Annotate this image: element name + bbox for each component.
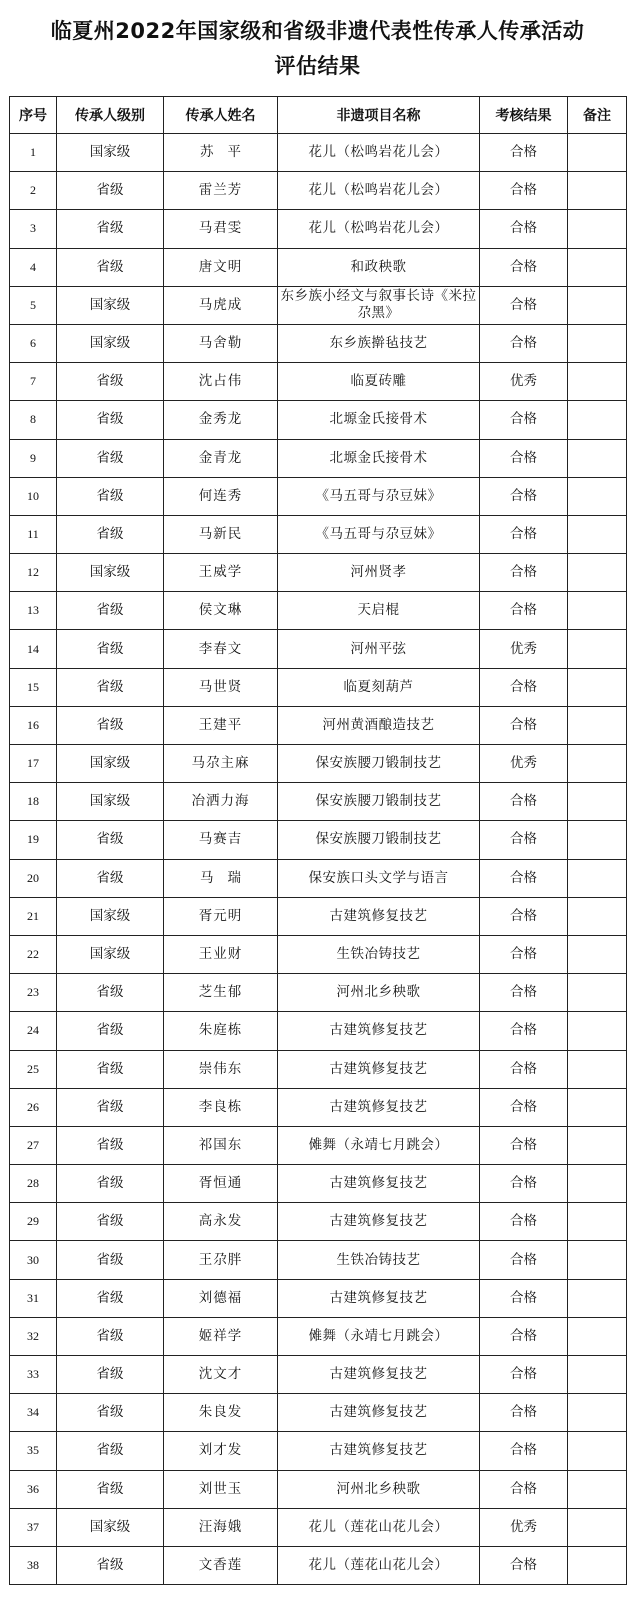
cell-index: 6 <box>10 324 57 362</box>
evaluation-table <box>9 96 627 1585</box>
cell-note <box>568 363 627 401</box>
table-row <box>10 363 627 401</box>
cell-index: 34 <box>10 1394 57 1432</box>
cell-project: 北塬金氏接骨术 <box>278 401 480 439</box>
cell-result: 合格 <box>480 1050 568 1088</box>
cell-note <box>568 745 627 783</box>
table-row <box>10 630 627 668</box>
cell-result: 合格 <box>480 1241 568 1279</box>
cell-name: 刘德福 <box>164 1279 278 1317</box>
cell-result: 合格 <box>480 248 568 286</box>
cell-index: 26 <box>10 1088 57 1126</box>
cell-result: 合格 <box>480 974 568 1012</box>
cell-level: 省级 <box>57 1317 164 1355</box>
cell-project: 古建筑修复技艺 <box>278 1394 480 1432</box>
cell-project: 生铁冶铸技艺 <box>278 1241 480 1279</box>
cell-name: 朱庭栋 <box>164 1012 278 1050</box>
cell-name: 高永发 <box>164 1203 278 1241</box>
cell-level: 省级 <box>57 477 164 515</box>
cell-level: 省级 <box>57 439 164 477</box>
table-row <box>10 210 627 248</box>
cell-result: 合格 <box>480 897 568 935</box>
cell-project: 花儿（松鸣岩花儿会） <box>278 172 480 210</box>
cell-index: 15 <box>10 668 57 706</box>
table-row <box>10 859 627 897</box>
cell-level: 省级 <box>57 706 164 744</box>
cell-index: 22 <box>10 935 57 973</box>
cell-name: 李良栋 <box>164 1088 278 1126</box>
cell-index: 12 <box>10 554 57 592</box>
cell-project: 《马五哥与尕豆妹》 <box>278 477 480 515</box>
cell-project: 临夏刻葫芦 <box>278 668 480 706</box>
cell-result: 合格 <box>480 1203 568 1241</box>
cell-result: 优秀 <box>480 745 568 783</box>
table-row <box>10 1050 627 1088</box>
cell-name: 胥元明 <box>164 897 278 935</box>
cell-note <box>568 134 627 172</box>
cell-index: 31 <box>10 1279 57 1317</box>
cell-index: 20 <box>10 859 57 897</box>
cell-level: 省级 <box>57 1394 164 1432</box>
cell-index: 2 <box>10 172 57 210</box>
cell-result: 合格 <box>480 515 568 553</box>
cell-result: 合格 <box>480 439 568 477</box>
table-row <box>10 821 627 859</box>
cell-level: 国家级 <box>57 783 164 821</box>
cell-name: 李春文 <box>164 630 278 668</box>
table-row <box>10 1546 627 1584</box>
cell-note <box>568 974 627 1012</box>
cell-project: 天启棍 <box>278 592 480 630</box>
cell-note <box>568 1432 627 1470</box>
cell-note <box>568 1546 627 1584</box>
cell-index: 3 <box>10 210 57 248</box>
cell-note <box>568 706 627 744</box>
cell-index: 8 <box>10 401 57 439</box>
cell-project: 北塬金氏接骨术 <box>278 439 480 477</box>
cell-project: 保安族腰刀锻制技艺 <box>278 783 480 821</box>
table-row <box>10 668 627 706</box>
cell-project: 古建筑修复技艺 <box>278 1203 480 1241</box>
cell-index: 27 <box>10 1126 57 1164</box>
table-row <box>10 1317 627 1355</box>
table-body <box>10 134 627 1585</box>
table-row <box>10 745 627 783</box>
cell-note <box>568 1470 627 1508</box>
cell-level: 省级 <box>57 172 164 210</box>
cell-name: 马世贤 <box>164 668 278 706</box>
cell-index: 21 <box>10 897 57 935</box>
table-row <box>10 1508 627 1546</box>
cell-result: 合格 <box>480 1546 568 1584</box>
table-row <box>10 477 627 515</box>
cell-project: 河州北乡秧歌 <box>278 974 480 1012</box>
cell-project: 花儿（松鸣岩花儿会） <box>278 210 480 248</box>
cell-name: 祁国东 <box>164 1126 278 1164</box>
cell-result: 合格 <box>480 592 568 630</box>
table-row <box>10 1279 627 1317</box>
cell-index: 23 <box>10 974 57 1012</box>
table-row <box>10 1241 627 1279</box>
cell-name: 马君雯 <box>164 210 278 248</box>
cell-project: 河州贤孝 <box>278 554 480 592</box>
cell-project: 古建筑修复技艺 <box>278 1012 480 1050</box>
cell-note <box>568 630 627 668</box>
cell-note <box>568 1241 627 1279</box>
cell-project: 傩舞（永靖七月跳会） <box>278 1317 480 1355</box>
cell-result: 合格 <box>480 935 568 973</box>
cell-result: 优秀 <box>480 630 568 668</box>
table-row <box>10 515 627 553</box>
cell-note <box>568 1126 627 1164</box>
cell-project: 傩舞（永靖七月跳会） <box>278 1126 480 1164</box>
cell-project: 花儿（莲花山花儿会） <box>278 1546 480 1584</box>
cell-level: 省级 <box>57 1126 164 1164</box>
cell-level: 省级 <box>57 1203 164 1241</box>
cell-note <box>568 1356 627 1394</box>
cell-project: 保安族腰刀锻制技艺 <box>278 745 480 783</box>
cell-result: 合格 <box>480 859 568 897</box>
cell-result: 合格 <box>480 324 568 362</box>
table-row <box>10 324 627 362</box>
cell-project: 河州北乡秧歌 <box>278 1470 480 1508</box>
cell-level: 省级 <box>57 1546 164 1584</box>
cell-index: 10 <box>10 477 57 515</box>
cell-note <box>568 1012 627 1050</box>
cell-note <box>568 859 627 897</box>
cell-result: 合格 <box>480 668 568 706</box>
cell-result: 合格 <box>480 1165 568 1203</box>
cell-result: 合格 <box>480 477 568 515</box>
cell-note <box>568 1088 627 1126</box>
cell-project: 古建筑修复技艺 <box>278 1279 480 1317</box>
cell-result: 合格 <box>480 1356 568 1394</box>
cell-level: 国家级 <box>57 324 164 362</box>
cell-result: 合格 <box>480 286 568 324</box>
cell-index: 16 <box>10 706 57 744</box>
header-name: 传承人姓名 <box>164 97 278 134</box>
cell-note <box>568 439 627 477</box>
cell-level: 省级 <box>57 1241 164 1279</box>
cell-note <box>568 286 627 324</box>
cell-name: 汪海娥 <box>164 1508 278 1546</box>
cell-level: 省级 <box>57 1165 164 1203</box>
cell-note <box>568 401 627 439</box>
table-row <box>10 1088 627 1126</box>
table-row <box>10 1356 627 1394</box>
table-row <box>10 1470 627 1508</box>
table-row <box>10 554 627 592</box>
cell-level: 省级 <box>57 1050 164 1088</box>
table-row <box>10 286 627 324</box>
cell-project: 保安族口头文学与语言 <box>278 859 480 897</box>
cell-index: 9 <box>10 439 57 477</box>
table-row <box>10 134 627 172</box>
cell-level: 省级 <box>57 1470 164 1508</box>
cell-index: 33 <box>10 1356 57 1394</box>
title-line-1: 临夏州2022年国家级和省级非遗代表性传承人传承活动 <box>50 19 585 43</box>
cell-note <box>568 554 627 592</box>
cell-note <box>568 324 627 362</box>
table-row <box>10 248 627 286</box>
cell-name: 马尕主麻 <box>164 745 278 783</box>
cell-level: 省级 <box>57 248 164 286</box>
cell-name: 胥恒通 <box>164 1165 278 1203</box>
table-row <box>10 172 627 210</box>
cell-level: 省级 <box>57 592 164 630</box>
cell-index: 5 <box>10 286 57 324</box>
cell-level: 国家级 <box>57 134 164 172</box>
cell-name: 沈占伟 <box>164 363 278 401</box>
cell-index: 17 <box>10 745 57 783</box>
cell-name: 王威学 <box>164 554 278 592</box>
cell-level: 省级 <box>57 1279 164 1317</box>
cell-note <box>568 477 627 515</box>
cell-level: 省级 <box>57 668 164 706</box>
cell-name: 马舍勒 <box>164 324 278 362</box>
table-row <box>10 1203 627 1241</box>
table-header-row <box>10 97 627 134</box>
cell-note <box>568 1203 627 1241</box>
cell-index: 19 <box>10 821 57 859</box>
cell-note <box>568 592 627 630</box>
cell-index: 13 <box>10 592 57 630</box>
cell-note <box>568 668 627 706</box>
cell-name: 马赛吉 <box>164 821 278 859</box>
header-result: 考核结果 <box>480 97 568 134</box>
table-row <box>10 1432 627 1470</box>
cell-level: 国家级 <box>57 897 164 935</box>
cell-project: 东乡族擀毡技艺 <box>278 324 480 362</box>
cell-project: 花儿（莲花山花儿会） <box>278 1508 480 1546</box>
cell-project: 花儿（松鸣岩花儿会） <box>278 134 480 172</box>
cell-project: 《马五哥与尕豆妹》 <box>278 515 480 553</box>
cell-name: 王建平 <box>164 706 278 744</box>
cell-level: 省级 <box>57 515 164 553</box>
cell-level: 省级 <box>57 1432 164 1470</box>
cell-project: 保安族腰刀锻制技艺 <box>278 821 480 859</box>
table-row <box>10 592 627 630</box>
cell-level: 省级 <box>57 1012 164 1050</box>
cell-project: 和政秧歌 <box>278 248 480 286</box>
cell-result: 合格 <box>480 554 568 592</box>
cell-name: 金秀龙 <box>164 401 278 439</box>
cell-name: 马瑞 <box>164 859 278 897</box>
cell-name: 芝生郁 <box>164 974 278 1012</box>
cell-project: 临夏砖雕 <box>278 363 480 401</box>
cell-level: 省级 <box>57 630 164 668</box>
cell-name: 雷兰芳 <box>164 172 278 210</box>
cell-level: 省级 <box>57 363 164 401</box>
cell-level: 省级 <box>57 1356 164 1394</box>
cell-project: 古建筑修复技艺 <box>278 1165 480 1203</box>
cell-level: 省级 <box>57 1088 164 1126</box>
header-note: 备注 <box>568 97 627 134</box>
cell-level: 国家级 <box>57 554 164 592</box>
cell-note <box>568 935 627 973</box>
cell-note <box>568 1165 627 1203</box>
cell-result: 合格 <box>480 706 568 744</box>
cell-project: 古建筑修复技艺 <box>278 1356 480 1394</box>
cell-result: 合格 <box>480 1088 568 1126</box>
cell-name: 刘世玉 <box>164 1470 278 1508</box>
cell-result: 合格 <box>480 1470 568 1508</box>
cell-index: 36 <box>10 1470 57 1508</box>
cell-note <box>568 1050 627 1088</box>
header-project: 非遗项目名称 <box>278 97 480 134</box>
cell-project: 古建筑修复技艺 <box>278 1432 480 1470</box>
cell-result: 合格 <box>480 401 568 439</box>
cell-project: 河州黄酒酿造技艺 <box>278 706 480 744</box>
cell-result: 合格 <box>480 134 568 172</box>
table-row <box>10 439 627 477</box>
cell-level: 国家级 <box>57 935 164 973</box>
cell-project: 古建筑修复技艺 <box>278 1088 480 1126</box>
cell-index: 37 <box>10 1508 57 1546</box>
cell-index: 32 <box>10 1317 57 1355</box>
cell-level: 省级 <box>57 210 164 248</box>
cell-name: 王尕胖 <box>164 1241 278 1279</box>
header-index: 序号 <box>10 97 57 134</box>
cell-index: 18 <box>10 783 57 821</box>
document-title <box>0 14 635 84</box>
cell-name: 唐文明 <box>164 248 278 286</box>
cell-name: 沈文才 <box>164 1356 278 1394</box>
cell-result: 合格 <box>480 1432 568 1470</box>
cell-index: 14 <box>10 630 57 668</box>
cell-index: 4 <box>10 248 57 286</box>
cell-index: 38 <box>10 1546 57 1584</box>
table-row <box>10 1394 627 1432</box>
cell-result: 优秀 <box>480 363 568 401</box>
cell-index: 24 <box>10 1012 57 1050</box>
cell-result: 合格 <box>480 1012 568 1050</box>
cell-index: 28 <box>10 1165 57 1203</box>
cell-index: 35 <box>10 1432 57 1470</box>
cell-note <box>568 1279 627 1317</box>
cell-result: 合格 <box>480 1279 568 1317</box>
cell-result: 优秀 <box>480 1508 568 1546</box>
cell-name: 刘才发 <box>164 1432 278 1470</box>
cell-level: 省级 <box>57 859 164 897</box>
cell-project: 古建筑修复技艺 <box>278 1050 480 1088</box>
table-row <box>10 401 627 439</box>
cell-name: 苏平 <box>164 134 278 172</box>
cell-index: 30 <box>10 1241 57 1279</box>
cell-name: 马新民 <box>164 515 278 553</box>
cell-note <box>568 248 627 286</box>
cell-name: 朱良发 <box>164 1394 278 1432</box>
cell-index: 25 <box>10 1050 57 1088</box>
cell-note <box>568 897 627 935</box>
cell-result: 合格 <box>480 1317 568 1355</box>
cell-note <box>568 515 627 553</box>
cell-index: 11 <box>10 515 57 553</box>
cell-note <box>568 821 627 859</box>
cell-name: 姬祥学 <box>164 1317 278 1355</box>
cell-name: 文香莲 <box>164 1546 278 1584</box>
cell-name: 侯文琳 <box>164 592 278 630</box>
cell-index: 7 <box>10 363 57 401</box>
table-row <box>10 1165 627 1203</box>
table-row <box>10 974 627 1012</box>
cell-index: 1 <box>10 134 57 172</box>
cell-project: 生铁冶铸技艺 <box>278 935 480 973</box>
table-row <box>10 1126 627 1164</box>
cell-name: 马虎成 <box>164 286 278 324</box>
cell-note <box>568 1394 627 1432</box>
cell-note <box>568 210 627 248</box>
cell-note <box>568 172 627 210</box>
cell-result: 合格 <box>480 210 568 248</box>
cell-name: 金青龙 <box>164 439 278 477</box>
cell-project: 河州平弦 <box>278 630 480 668</box>
cell-level: 省级 <box>57 974 164 1012</box>
cell-project: 东乡族小经文与叙事长诗《米拉尕黑》 <box>278 286 480 324</box>
cell-level: 省级 <box>57 821 164 859</box>
cell-result: 合格 <box>480 172 568 210</box>
cell-level: 省级 <box>57 401 164 439</box>
cell-note <box>568 1508 627 1546</box>
cell-index: 29 <box>10 1203 57 1241</box>
cell-project: 古建筑修复技艺 <box>278 897 480 935</box>
cell-level: 国家级 <box>57 745 164 783</box>
cell-name: 何连秀 <box>164 477 278 515</box>
cell-name: 冶洒力海 <box>164 783 278 821</box>
cell-result: 合格 <box>480 821 568 859</box>
cell-result: 合格 <box>480 1394 568 1432</box>
table-row <box>10 897 627 935</box>
table-row <box>10 783 627 821</box>
header-level: 传承人级别 <box>57 97 164 134</box>
cell-level: 国家级 <box>57 1508 164 1546</box>
cell-note <box>568 1317 627 1355</box>
table-row <box>10 1012 627 1050</box>
cell-result: 合格 <box>480 783 568 821</box>
cell-note <box>568 783 627 821</box>
table-row <box>10 935 627 973</box>
cell-result: 合格 <box>480 1126 568 1164</box>
title-line-2: 评估结果 <box>274 54 361 78</box>
cell-name: 崇伟东 <box>164 1050 278 1088</box>
cell-name: 王业财 <box>164 935 278 973</box>
table-row <box>10 706 627 744</box>
cell-level: 国家级 <box>57 286 164 324</box>
